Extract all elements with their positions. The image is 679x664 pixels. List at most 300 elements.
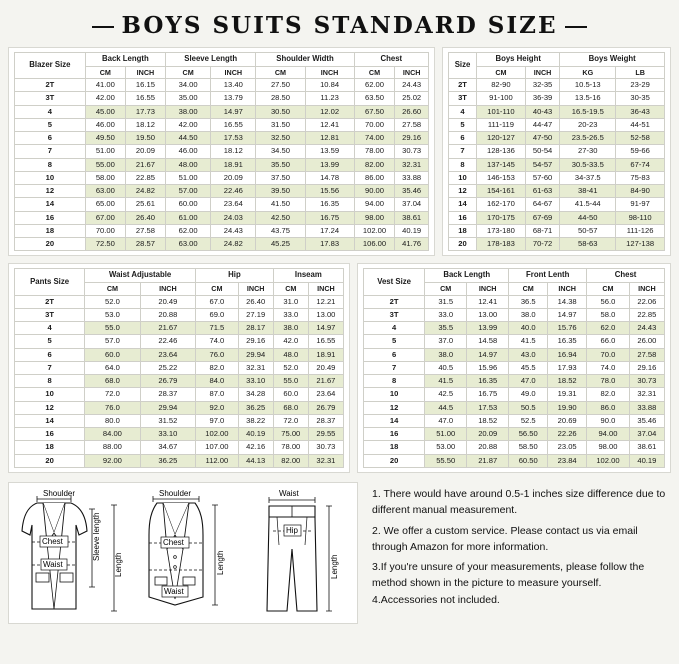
table-row [364,335,665,348]
table-cell: 33.0 [425,308,467,321]
table-cell: 13.99 [467,322,509,335]
table-cell: 21.87 [467,454,509,467]
table-cell: 31.5 [425,295,467,308]
pants-size-table [14,268,344,467]
table-cell: 23-29 [616,79,665,92]
table-cell: 34.28 [238,388,273,401]
table-cell: 30.73 [395,145,429,158]
table-cell: 54-57 [525,158,560,171]
table-cell: 52.5 [509,414,548,427]
table-cell: 67-74 [616,158,665,171]
table-row [449,145,665,158]
table-cell: 58-63 [560,238,616,251]
table-cell: 36-39 [525,92,560,105]
height-weight-table-block [442,47,671,256]
table-cell: 98.00 [354,211,395,224]
table-cell: 14.78 [305,171,354,184]
vest-shoulder-label: Shoulder [159,488,192,498]
blazer-unit-5: INCH [305,66,354,79]
height_weight-row-size: 12 [449,185,477,198]
table-row [449,171,665,184]
table-cell: 70-72 [525,238,560,251]
table-cell: 36.25 [140,454,195,467]
table-cell: 43.75 [256,224,305,237]
blazer-row-size: 14 [15,198,86,211]
pants-row-size: 4 [15,322,85,335]
table-cell: 22.46 [140,335,195,348]
pants-row-size: 16 [15,428,85,441]
table-cell: 36.5 [509,295,548,308]
table-cell: 12.41 [305,118,354,131]
vest-col-front-length: Front Lenth [509,269,587,283]
hw-body [449,79,665,251]
table-cell: 19.31 [548,388,587,401]
table-cell: 13.79 [211,92,256,105]
table-cell: 37.0 [425,335,467,348]
pants-row-size: 8 [15,375,85,388]
table-cell: 137-145 [477,158,526,171]
blazer-row-size: 7 [15,145,86,158]
table-cell: 63.00 [166,238,211,251]
height_weight-row-size: 16 [449,211,477,224]
pants-row-size: 6 [15,348,85,361]
table-cell: 57.0 [85,335,140,348]
table-cell: 31.50 [256,118,305,131]
height_weight-row-size: 2T [449,79,477,92]
table-cell: 37.04 [629,428,664,441]
table-row [15,105,429,118]
table-cell: 35.46 [629,414,664,427]
table-cell: 21.67 [308,375,343,388]
table-row [364,428,665,441]
table-cell: 44-47 [525,118,560,131]
table-cell: 43.0 [509,348,548,361]
vest-col-chest: Chest [587,269,665,283]
table-cell: 64.0 [85,361,140,374]
table-cell: 12.21 [308,295,343,308]
table-row [15,335,344,348]
table-cell: 35.00 [166,92,211,105]
blazer-unit-4: CM [256,66,305,79]
table-cell: 102.00 [587,454,630,467]
table-cell: 29.55 [308,428,343,441]
table-cell: 27.58 [629,348,664,361]
blazer-col-shoulder-width: Shoulder Width [256,53,354,67]
table-cell: 70.0 [587,348,630,361]
table-row [15,308,344,321]
table-row [364,388,665,401]
height_weight-row-size: 10 [449,171,477,184]
table-cell: 27.58 [395,118,429,131]
blazer-row-size: 3T [15,92,86,105]
table-cell: 32.31 [238,361,273,374]
table-cell: 23.84 [548,454,587,467]
jacket-shoulder-label: Shoulder [43,488,76,498]
table-cell: 82-90 [477,79,526,92]
table-cell: 68.0 [85,375,140,388]
table-cell: 146-153 [477,171,526,184]
table-cell: 17.53 [211,132,256,145]
table-cell: 16.15 [125,79,165,92]
table-cell: 84.00 [85,428,140,441]
table-row [449,132,665,145]
table-cell: 25.61 [125,198,165,211]
top-tables-row [8,47,671,263]
table-cell: 20.09 [125,145,165,158]
table-row [449,238,665,251]
pants-col-size: Pants Size [15,269,85,295]
table-cell: 27.50 [256,79,305,92]
table-cell: 58.50 [509,441,548,454]
pants-header-row [15,269,344,283]
table-cell: 14.97 [467,348,509,361]
table-row [364,308,665,321]
table-cell: 61.00 [166,211,211,224]
table-cell: 16.35 [467,375,509,388]
table-cell: 74.0 [587,361,630,374]
bottom-section [8,482,671,624]
pants-unit-1: INCH [140,283,195,296]
table-row [449,158,665,171]
table-row [15,92,429,105]
table-cell: 21.67 [125,158,165,171]
table-cell: 70.00 [354,118,395,131]
table-cell: 13.59 [305,145,354,158]
table-cell: 34-37.5 [560,171,616,184]
table-cell: 21.67 [140,322,195,335]
table-cell: 13.00 [308,308,343,321]
table-cell: 30-35 [616,92,665,105]
table-cell: 22.85 [125,171,165,184]
table-cell: 120-127 [477,132,526,145]
table-cell: 20.49 [308,361,343,374]
table-cell: 30.50 [256,105,305,118]
table-cell: 42.0 [273,335,308,348]
table-cell: 28.37 [140,388,195,401]
table-cell: 82.0 [196,361,239,374]
table-cell: 10.84 [305,79,354,92]
table-cell: 42.16 [238,441,273,454]
table-cell: 25.02 [395,92,429,105]
table-cell: 44-50 [560,211,616,224]
table-cell: 18.52 [467,414,509,427]
table-cell: 45.5 [509,361,548,374]
height_weight-row-size: 20 [449,238,477,251]
height_weight-unit-0: CM [477,66,526,79]
height_weight-row-size: 7 [449,145,477,158]
height_weight-unit-3: LB [616,66,665,79]
table-row [449,118,665,131]
height_weight-row-size: 6 [449,132,477,145]
pants-hip-label: Hip [286,525,299,535]
jacket-waist-label: Waist [43,559,63,569]
blazer-row-size: 12 [15,185,86,198]
table-cell: 15.56 [305,185,354,198]
table-cell: 20.88 [140,308,195,321]
table-cell: 44-51 [616,118,665,131]
table-row [15,198,429,211]
table-cell: 23.05 [548,441,587,454]
table-row [15,348,344,361]
table-cell: 49.0 [509,388,548,401]
table-cell: 86.0 [587,401,630,414]
table-cell: 50.5 [509,401,548,414]
table-cell: 66.0 [587,335,630,348]
blazer-row-size: 2T [15,79,86,92]
table-cell: 28.50 [256,92,305,105]
table-cell: 57-60 [525,171,560,184]
table-row [15,158,429,171]
pants-waist-label: Waist [279,488,299,498]
table-cell: 40.19 [395,224,429,237]
table-cell: 55.0 [85,322,140,335]
table-cell: 78.00 [273,441,308,454]
table-cell: 92.0 [196,401,239,414]
pants-row-size: 18 [15,441,85,454]
table-cell: 16.75 [305,211,354,224]
table-cell: 94.00 [354,198,395,211]
vest-size-table [363,268,665,467]
height_weight-row-size: 8 [449,158,477,171]
table-row [15,295,344,308]
table-row [15,441,344,454]
table-cell: 62.0 [587,322,630,335]
table-cell: 42.50 [256,211,305,224]
blazer-unit-1: INCH [125,66,165,79]
table-cell: 51.00 [85,145,125,158]
blazer-row-size: 18 [15,224,86,237]
pants-figure [253,487,353,619]
table-cell: 29.16 [238,335,273,348]
table-row [449,92,665,105]
height_weight-row-size: 3T [449,92,477,105]
table-cell: 90.0 [587,414,630,427]
table-cell: 111-119 [477,118,526,131]
table-row [15,132,429,145]
height-weight-table [448,52,665,251]
table-cell: 72.0 [85,388,140,401]
pants-table-block [8,263,350,472]
jacket-chest-label: Chest [42,536,63,546]
table-cell: 32.50 [256,132,305,145]
table-cell: 56.50 [509,428,548,441]
blazer-row-size: 5 [15,118,86,131]
table-row [364,401,665,414]
table-cell: 58.0 [587,308,630,321]
table-row [364,454,665,467]
page-title-wrap [8,12,671,39]
pants-row-size: 12 [15,401,85,414]
vest-length-label: Length [216,550,225,575]
table-cell: 170-175 [477,211,526,224]
table-cell: 55.50 [425,454,467,467]
table-cell: 44.5 [425,401,467,414]
table-cell: 32.31 [395,158,429,171]
table-cell: 51.00 [425,428,467,441]
table-cell: 63.00 [85,185,125,198]
table-cell: 20.88 [467,441,509,454]
pants-row-size: 7 [15,361,85,374]
table-cell: 14.58 [467,335,509,348]
table-cell: 33.88 [629,401,664,414]
blazer-unit-2: CM [166,66,211,79]
table-row [15,361,344,374]
table-cell: 12.81 [305,132,354,145]
table-cell: 39.50 [256,185,305,198]
vest-row-size: 10 [364,388,425,401]
table-row [15,454,344,467]
table-cell: 55.0 [273,375,308,388]
table-cell: 86.00 [354,171,395,184]
table-cell: 154-161 [477,185,526,198]
height_weight-unit-1: INCH [525,66,560,79]
table-cell: 13.5-16 [560,92,616,105]
table-cell: 20.09 [467,428,509,441]
table-cell: 50-54 [525,145,560,158]
table-cell: 49.50 [85,132,125,145]
table-cell: 60.00 [166,198,211,211]
jacket-length-label: Length [114,552,123,577]
vest-row-size: 16 [364,428,425,441]
table-cell: 94.00 [587,428,630,441]
table-row [449,105,665,118]
pants-unit-0: CM [85,283,140,296]
table-cell: 36-43 [616,105,665,118]
vest-row-size: 3T [364,308,425,321]
table-cell: 178-183 [477,238,526,251]
table-cell: 13.00 [467,308,509,321]
table-row [15,238,429,251]
table-cell: 82.00 [354,158,395,171]
table-cell: 67.0 [196,295,239,308]
table-row [15,322,344,335]
table-cell: 35.46 [395,185,429,198]
table-cell: 68-71 [525,224,560,237]
table-cell: 127-138 [616,238,665,251]
table-cell: 20.09 [211,171,256,184]
table-row [364,295,665,308]
blazer-row-size: 8 [15,158,86,171]
table-cell: 74.00 [354,132,395,145]
table-cell: 26.79 [140,375,195,388]
vest-col-size: Vest Size [364,269,425,295]
table-cell: 47.0 [425,414,467,427]
table-cell: 25.22 [140,361,195,374]
table-cell: 14.97 [211,105,256,118]
table-cell: 67.50 [354,105,395,118]
table-cell: 17.53 [467,401,509,414]
table-cell: 33.88 [395,171,429,184]
table-cell: 80.0 [85,414,140,427]
table-cell: 53.00 [425,441,467,454]
table-cell: 44.50 [166,132,211,145]
vest-figure [137,487,249,619]
vest-waist-label: Waist [164,586,184,596]
table-cell: 29.94 [238,348,273,361]
table-cell: 30.5-33.5 [560,158,616,171]
vest-row-size: 4 [364,322,425,335]
table-row [15,211,429,224]
jacket-figure [13,487,133,619]
table-cell: 35.50 [256,158,305,171]
table-cell: 42.5 [425,388,467,401]
table-cell: 71.5 [196,322,239,335]
table-cell: 14.97 [308,322,343,335]
table-cell: 27.19 [238,308,273,321]
table-cell: 26.79 [308,401,343,414]
table-cell: 128-136 [477,145,526,158]
table-cell: 67-69 [525,211,560,224]
table-cell: 35.5 [425,322,467,335]
table-cell: 11.23 [305,92,354,105]
blazer-col-size: Blazer Size [15,53,86,79]
table-cell: 32.31 [629,388,664,401]
table-cell: 69.0 [196,308,239,321]
table-cell: 67.00 [85,211,125,224]
table-row [364,348,665,361]
table-cell: 16.5-19.5 [560,105,616,118]
measure-figures [8,482,358,624]
table-cell: 92.00 [85,454,140,467]
table-cell: 28.57 [125,238,165,251]
table-row [15,414,344,427]
pants-unit-4: CM [273,283,308,296]
table-cell: 162-170 [477,198,526,211]
vest-unit-2: CM [509,283,548,296]
table-cell: 47.0 [509,375,548,388]
vest-row-size: 14 [364,414,425,427]
table-cell: 23.64 [140,348,195,361]
table-cell: 78.00 [354,145,395,158]
vest-row-size: 12 [364,401,425,414]
table-cell: 33.10 [238,375,273,388]
vest-row-size: 2T [364,295,425,308]
table-row [364,375,665,388]
blazer-unit-0: CM [85,66,125,79]
table-cell: 64-67 [525,198,560,211]
table-cell: 91-97 [616,198,665,211]
table-cell: 41.76 [395,238,429,251]
table-cell: 23.5-26.5 [560,132,616,145]
table-cell: 16.55 [125,92,165,105]
table-cell: 112.00 [196,454,239,467]
table-cell: 45.00 [85,105,125,118]
vest-unit-0: CM [425,283,467,296]
table-cell: 26.60 [395,105,429,118]
table-cell: 22.46 [211,185,256,198]
table-row [449,185,665,198]
vest-table-block [357,263,671,472]
vest-unit-3: INCH [548,283,587,296]
table-cell: 40.0 [509,322,548,335]
blazer-size-table [14,52,429,251]
table-row [15,171,429,184]
hw-col-weight: Boys Weight [560,53,665,67]
table-cell: 38-41 [560,185,616,198]
table-cell: 70.00 [85,224,125,237]
table-cell: 19.90 [548,401,587,414]
table-cell: 74.0 [196,335,239,348]
table-cell: 13.40 [211,79,256,92]
vest-row-size: 8 [364,375,425,388]
table-cell: 16.55 [308,335,343,348]
pants-unit-3: INCH [238,283,273,296]
table-cell: 26.40 [125,211,165,224]
table-cell: 48.00 [166,158,211,171]
table-cell: 102.00 [354,224,395,237]
table-cell: 60.0 [85,348,140,361]
table-cell: 34.67 [140,441,195,454]
